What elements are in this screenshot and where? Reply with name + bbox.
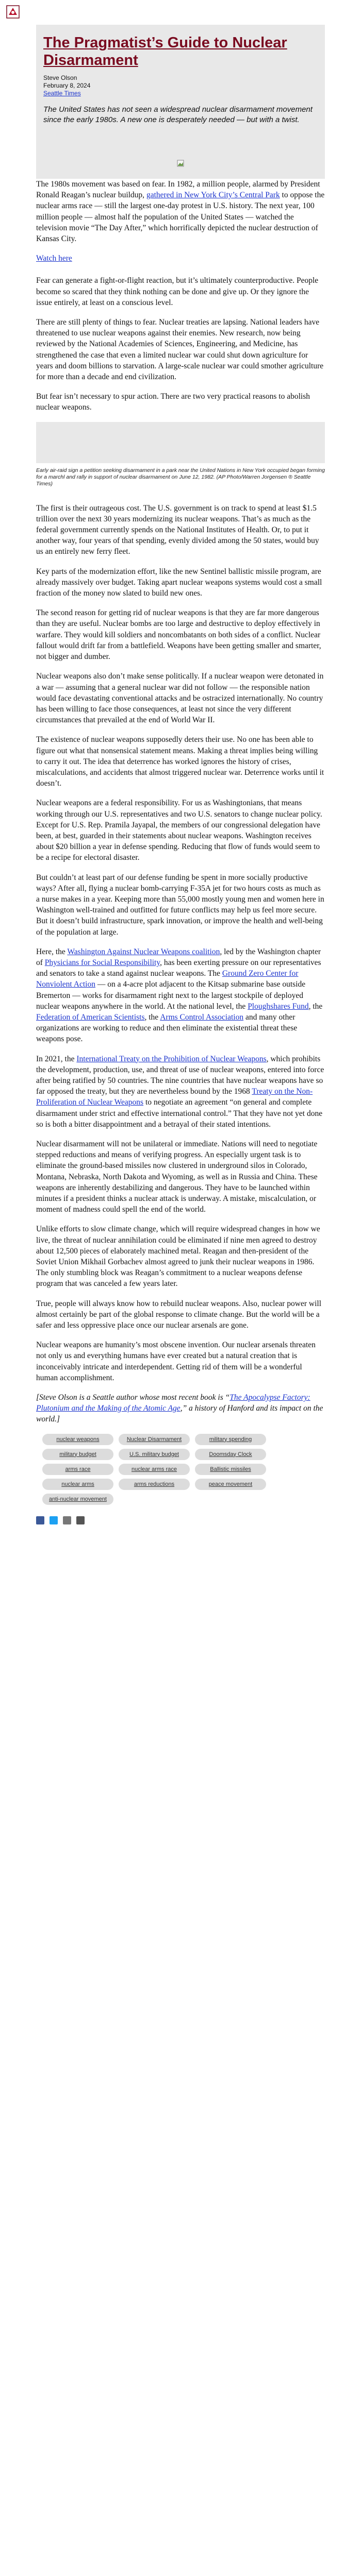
tag[interactable]: Doomsday Clock (195, 1449, 266, 1460)
article-dek: The United States has not seen a widespread nuclear disarmament movement since the early 1980s. A new one is desperately needed — but with a twist. (43, 105, 313, 124)
paragraph: Nuclear weapons are a federal responsibility. For us as Washingtonians, that means working through our U.S. representatives and two U.S. senators to change nuclear policy. Except for U.S. Rep. Pramila Jayapal, the members of our congressional delegation have been, at best, guarded in their statements about nuclear weapons. Washington receives about $20 billion a year in defense spending. Reducing that flow of funds would seem to be a recipe for electoral disaster. (36, 799, 322, 862)
fas-link[interactable]: Federation of American Scientists (36, 1012, 145, 1022)
intro-text-2: to oppose the nuclear arms race — still the largest one-day protest in U.S. history. The next year, 100 million people — almost half the population of the United States — watched the television movie “The Day After,” which horrifically depicted the nuclear destruction of Kansas City. (36, 191, 325, 244)
article-title[interactable]: The Pragmatist’s Guide to Nuclear Disarmament (43, 35, 287, 69)
tag[interactable]: U.S. military budget (119, 1449, 190, 1460)
paragraph-organizations (36, 946, 325, 1045)
author-bio (36, 1392, 325, 1425)
article-body (36, 179, 325, 1425)
paragraph: Unlike efforts to slow climate change, which will require widespread changes in how we live, the threat of nuclear annihilation could be eliminated if nine men agreed to destroy about 12,500 pieces of elaborately machined metal. Reagan and then-president of the Soviet Union Mikhail Gorbachev almost agreed to junk their nuclear weapons in 1986. The only stumbling block was Reagan’s commitment to a nuclear weapons defense program that was canceled a few years later. (36, 1225, 320, 1289)
paragraph: Fear can generate a fight-or-flight reaction, but it’s ultimately counterproductive. People become so scared that they think nothing can be done and give up. Or they ignore the issue entirely, at least on a conscious level. (36, 276, 319, 307)
paragraph: Nuclear weapons also don’t make sense politically. If a nuclear weapon were detonated in a war — assuming that a general nuclear war did not follow — the responsible nation would face devastating conventional attacks and be ostracized internationally. No country has been willing to face those consequences, at least not since the very different circumstances that prevailed at the end of World War II. (36, 672, 324, 725)
text: [Steve Olson is a Seattle author whose most recent book is “ (36, 1393, 230, 1402)
twitter-icon[interactable] (50, 1516, 58, 1524)
author: Steve Olson (43, 74, 77, 81)
paragraph: But couldn’t at least part of our defense funding be spent in more socially productive ways? After all, flying a nuclear bomb-carrying F-35A jet for two hours costs as much as a nurse makes in a year. Keeping more than 55,000 mostly young men and women here in Washington well-trained and outfitted for future conflicts may help us feel more secure. But it doesn’t build infrastructure, spark innovation, or improve the health and well-being of the population at large. (36, 873, 324, 937)
paragraph: The existence of nuclear weapons supposedly deters their use. No one has been able to figure out what that nonsensical statement means. Making a threat implies being willing to carry it out. The idea that deterrence has worked ignores the history of crises, miscalculations, and accidents that almost triggered nuclear war. Deterrence works until it doesn’t. (36, 735, 324, 788)
paragraph: The first is their outrageous cost. The U.S. government is on track to spend at least $1.5 trillion over the next 30 years modernizing its nuclear weapons. That’s as much as the federal government currently spends on the National Institutes of Health. Or, to put it another way, four years of that spending, evenly divided among the 50 states, would buy us an entirely new ferry fleet. (36, 503, 319, 556)
tag[interactable]: military budget (42, 1449, 113, 1460)
npt-link[interactable]: Treaty on the Non-Proliferation of Nuclear Weapons (36, 1087, 313, 1107)
text: , the (308, 1002, 323, 1011)
email-icon[interactable] (63, 1516, 71, 1524)
text: , has been exerting pressure on our representatives and senators to take a stand against nuclear weapons. The (36, 958, 321, 978)
byline (43, 74, 318, 97)
paragraph: But fear isn’t necessary to spur action. There are two very practical reasons to abolish nuclear weapons. (36, 392, 310, 412)
paragraph: Nuclear disarmament will not be unilateral or immediate. Nations will need to negotiate stepped reductions and means of verifying progress. An especially urgent task is to eliminate the ground-based missiles now clustered in underground silos in Colorado, Montana, Nebraska, North Dakota and Wyoming, as well as in Russia and China. These weapons are inherently destabilizing and dangerous. They have to be launched within minutes if a president thinks a nuclear attack is underway. A mistake, miscalculation, or moment of madness could spell the end of the world. (36, 1140, 318, 1214)
wanw-link[interactable]: Washington Against Nuclear Weapons coalition (67, 947, 220, 956)
tag[interactable]: Ballistic missiles (195, 1464, 266, 1475)
date: February 8, 2024 (43, 82, 91, 89)
paragraph: The second reason for getting rid of nuclear weapons is that they are far more dangerous than they are useful. Nuclear bombs are too large and destructive to deploy effectively in warfare. They would kill soldiers and noncombatants on both sides of a conflict. Nuclear fallout would drift far from a battlefield. Weapons have been getting smaller and smarter, not bigger and dumber. (36, 608, 321, 662)
tag[interactable]: anti-nuclear movement (42, 1494, 113, 1505)
book-link[interactable]: The Apocalypse Factory: Plutonium and the Making of the Atomic Age (36, 1393, 310, 1413)
paragraph-treaty (36, 1054, 325, 1130)
intro-text: The 1980s movement was based on fear. In 1982, a million people, alarmed by President Ronald Reagan’s nuclear buildup, (36, 180, 320, 200)
text: , the (144, 1012, 160, 1022)
tag[interactable]: Nuclear Disarmament (119, 1434, 190, 1445)
tag[interactable]: arms race (42, 1464, 113, 1475)
share-icons (36, 1516, 325, 1524)
paragraph: Nuclear weapons are humanity’s most obscene invention. Our nuclear arsenals threaten not only us and everything humans have ever created but a natural creation that is inconceivably intricate and interdependent. Getting rid of them will be a wonderful human accomplishment. (36, 1341, 316, 1382)
text: to negotiate an agreement “on general and complete disarmament under strict and effective international control.” That they have not yet done so is both a bitter disappointment and a betrayal of their stated intentions. (36, 1098, 323, 1129)
facebook-icon[interactable] (36, 1516, 44, 1524)
header-box (36, 25, 325, 148)
text: Here, the (36, 947, 68, 956)
text: , led by the Washington chapter of (36, 947, 321, 967)
ground-zero-link[interactable]: Ground Zero Center for Nonviolent Action (36, 969, 299, 989)
tag[interactable]: nuclear arms race (119, 1464, 190, 1475)
share-icon[interactable] (76, 1516, 85, 1524)
text: In 2021, the (36, 1054, 77, 1063)
tag[interactable]: arms reductions (119, 1479, 190, 1490)
central-park-link[interactable]: gathered in New York City’s Central Park (146, 191, 280, 200)
text: , which prohibits the development, production, use, and threat of use of nuclear weapons, entered into force after being ratified by 50 countries. The nine countries that have nuclear weapons have so far opposed the treaty, but they are nevertheless bound by the 1968 (36, 1054, 324, 1096)
arms-control-link[interactable]: Arms Control Association (160, 1012, 244, 1022)
hero-image (36, 148, 325, 179)
paragraph: Key parts of the modernization effort, like the new Sentinel ballistic missile program, are already massively over budget. Taking apart nuclear weapons systems would cost a small fraction of the money now slated to build new ones. (36, 567, 322, 598)
tag[interactable]: nuclear arms (42, 1479, 113, 1490)
photo-caption: Early air-raid sign a petition seeking disarmament in a park near the United Nations in New York occupied began forming for a marchl and rally in support of nuclear disarmament on June 12, 1982. (AP Photo/Warren Jorgensen ® Seattle Times) (36, 467, 325, 487)
tag[interactable]: peace movement (195, 1479, 266, 1490)
tag[interactable]: military spending (195, 1434, 266, 1445)
tag[interactable]: nuclear weapons (42, 1434, 113, 1445)
paragraph-intro (36, 179, 325, 244)
watch-here-link[interactable]: Watch here (36, 254, 72, 263)
paragraph: True, people will always know how to rebuild nuclear weapons. Also, nuclear power will almost certainly be part of the global response to climate change. But the world will be a safer and less oppressive place once our nuclear arsenals are gone. (36, 1299, 322, 1330)
ploughshares-link[interactable]: Ploughshares Fund (248, 1002, 309, 1011)
psr-link[interactable]: Physicians for Social Responsibility (44, 958, 160, 967)
tpnw-link[interactable]: International Treaty on the Prohibition of Nuclear Weapons (76, 1054, 267, 1063)
text: and many other organizations are working to reduce and then eliminate the existential threat these weapons pose. (36, 1012, 298, 1044)
tag-list (36, 1434, 325, 1505)
paragraph: There are still plenty of things to fear. Nuclear treaties are lapsing. National leaders have threatened to use nuclear weapons against their enemies. New research, now being reviewed by the National Academies of Sciences, Engineering, and Medicine, has strengthened the case that even a limited nuclear war could shut down agriculture for years and doom billions to starvation. A large-scale nuclear war could smother agriculture for more than a decade and end civilization. (36, 318, 324, 382)
text: — on a 4-acre plot adjacent to the Kitsap submarine base outside Bremerton — works for disarmament right next to the largest stockpile of deployed nuclear weapons anywhere in the world. At the national level, the (36, 980, 306, 1011)
image-placeholder-icon (177, 160, 184, 167)
brand-logo-icon[interactable] (6, 5, 20, 19)
text: ,” a history of Hanford and its impact on the world.] (36, 1404, 323, 1424)
source-link[interactable]: Seattle Times (43, 90, 81, 97)
article (36, 0, 325, 1524)
photo (36, 422, 325, 463)
